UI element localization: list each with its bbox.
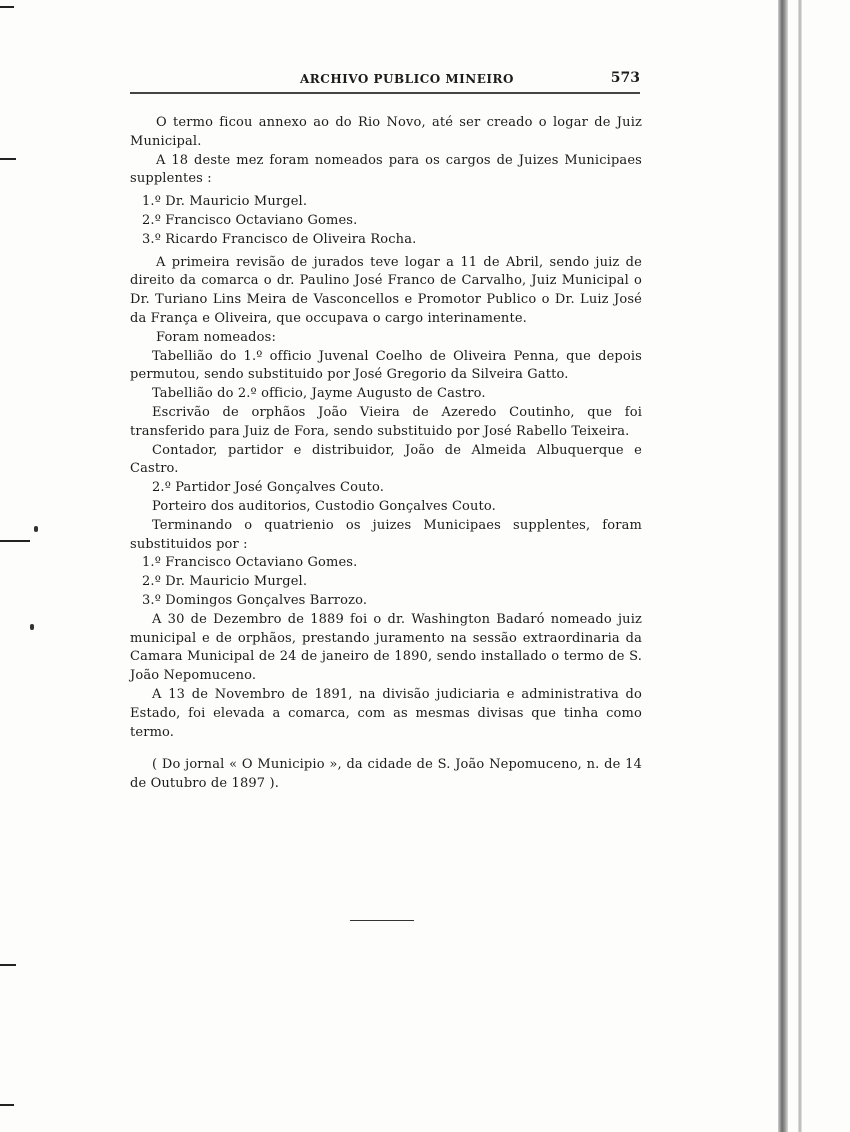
list-item: 2.º Francisco Octaviano Gomes. [142,212,358,228]
list-item: 2.º Dr. Mauricio Murgel. [142,574,308,590]
closing-rule [350,920,414,921]
list-item: 1.º Francisco Octaviano Gomes. [142,555,358,571]
paragraph: Contador, partidor e distribuidor, João de Almeida Albuquerque e Castro. [130,442,642,477]
paragraph: A 18 deste mez foram nomeados para os cargos de Juizes Municipaes supplentes : [130,152,642,187]
list-item: 3.º Ricardo Francisco de Oliveira Rocha. [142,231,417,247]
page-header [130,68,642,90]
article-body [130,114,642,794]
scan-mark [0,1104,14,1106]
scan-speck [34,526,38,532]
paragraph: O termo ficou annexo ao do Rio Novo, até ser creado o logar de Juiz Municipal. [130,115,642,149]
scan-mark [0,540,30,542]
scan-mark [0,158,16,160]
paragraph: Foram nomeados: [156,329,276,345]
paragraph: Tabellião do 1.º officio Juvenal Coelho de Oliveira Penna, que depois permutou, sendo substituido por José Gregorio da Silveira Gatto. [130,348,642,383]
header-rule [130,92,640,94]
paragraph: 2.º Partidor José Gonçalves Couto. [152,480,385,496]
page-number: 573 [610,70,640,86]
scan-mark [0,6,14,8]
paragraph: Escrivão de orphãos João Vieira de Azeredo Coutinho, que foi transferido para Juiz de Fora, sendo substituido por José Rabello Teixeira. [130,404,642,439]
paragraph: Terminando o quatrienio os juizes Municipaes supplentes, foram substituidos por : [130,517,642,552]
paragraph: A 30 de Dezembro de 1889 foi o dr. Washington Badaró nomeado juiz municipal e de orphãos, prestando juramento na sessão extraordinaria da Camara Municipal de 24 de janeiro de 1890, sendo installado o termo de S. João Nepomuceno. [130,611,642,684]
scan-edge-shadow [778,0,788,1132]
scan-mark [0,964,16,966]
running-head: ARCHIVO PUBLICO MINEIRO [300,72,514,86]
list-item: 1.º Dr. Mauricio Murgel. [142,194,308,210]
paragraph: A 13 de Novembro de 1891, na divisão judiciaria e administrativa do Estado, foi elevada a comarca, com as mesmas divisas que tinha como termo. [130,686,642,740]
paragraph: Tabellião do 2.º officio, Jayme Augusto de Castro. [152,386,486,402]
paragraph: Porteiro dos auditorios, Custodio Gonçalves Couto. [152,498,496,514]
scan-edge-line [798,0,802,1132]
list-item: 3.º Domingos Gonçalves Barrozo. [142,592,368,608]
paragraph: A primeira revisão de jurados teve logar a 11 de Abril, sendo juiz de direito da comarca o dr. Paulino José Franco de Carvalho, Juiz Municipal o Dr. Turiano Lins Meira de Vasconcellos e Promotor Publico o Dr. Luiz José da França e Oliveira, que occupava o cargo interinamente. [130,254,642,326]
scan-speck [30,624,34,630]
source-citation: ( Do jornal « O Municipio », da cidade de S. João Nepomuceno, n. de 14 de Outubro de 1897 ). [130,757,642,792]
